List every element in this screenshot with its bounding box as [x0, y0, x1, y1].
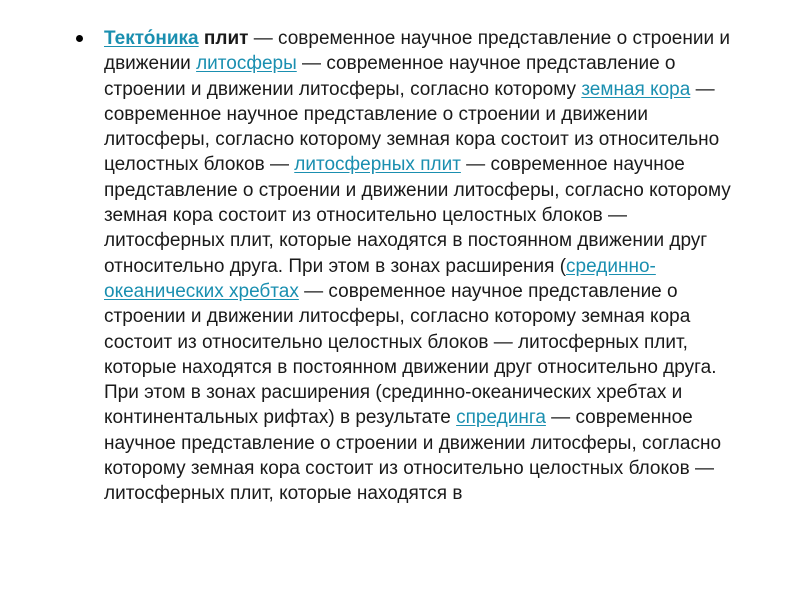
link-spreading[interactable]: спрединга — [456, 407, 546, 429]
text-segment-3: — современное научное представление о строении и движении литосферы, согласно которому земная кора состоит из относительно целостных блоков — — [104, 78, 720, 176]
bullet-item — [70, 26, 750, 507]
text-segment-6: — современное научное представление о строении и движении литосферы, согласно которому земная кора состоит из относительно целостных блоков — литосферных плит, которые находятся в — [104, 407, 722, 505]
text-segment-1: — современное научное представление о строении и движении — [104, 28, 730, 75]
link-tectonics[interactable]: Текто́ника — [104, 28, 199, 49]
text-segment-2: — современное научное представление о строении и движении литосферы, согласно которому — [104, 53, 676, 100]
term-rest: плит — [198, 28, 249, 49]
link-lithosphere[interactable]: литосферы — [196, 53, 297, 75]
link-lithospheric-plates[interactable]: литосферных плит — [294, 154, 461, 176]
term-heading — [104, 28, 248, 49]
text-segment-4: — современное научное представление о строении и движении литосферы, согласно которому земная кора состоит из относительно целостных блоков — литосферных плит, которые находятся в постоянном движении друг относительно друга. При этом в зонах расширения ( — [104, 154, 731, 277]
bullet-list — [70, 26, 750, 507]
link-mid-ocean-ridges[interactable]: срединно-океанических хребтах — [104, 255, 656, 302]
link-earth-crust[interactable]: земная кора — [581, 78, 691, 100]
bullet-dot-icon — [76, 35, 83, 42]
text-segment-5: — современное научное представление о строении и движении литосферы, согласно которому земная кора состоит из относительно целостных блоков — литосферных плит, которые находятся в постоянном движении друг относительно друга. При этом в зонах расширения (срединно-океанических хребтах и континентальных рифтах) в результате — [104, 280, 717, 429]
